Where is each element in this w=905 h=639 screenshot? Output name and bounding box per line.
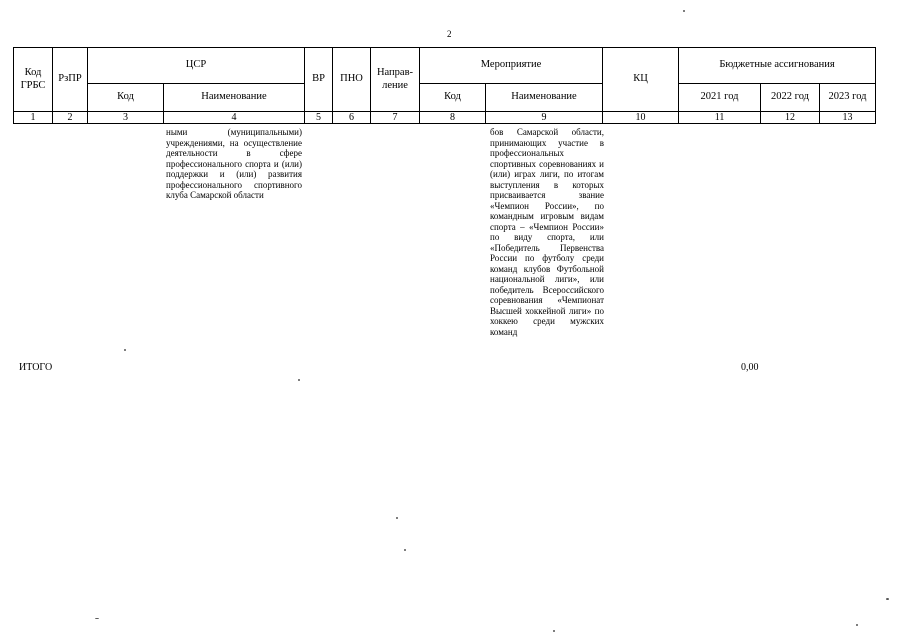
column-number: 8	[420, 112, 486, 124]
header-kc: КЦ	[603, 48, 679, 112]
scan-speck	[95, 618, 99, 619]
column-number: 10	[603, 112, 679, 124]
header-year-2023: 2023 год	[820, 84, 876, 112]
header-rzpr: РзПР	[53, 48, 88, 112]
scan-speck	[404, 549, 406, 551]
header-csr-kod: Код	[88, 84, 164, 112]
column-number: 4	[164, 112, 305, 124]
column-number: 11	[679, 112, 761, 124]
column-number-row	[14, 112, 876, 124]
header-csr-name: Наименование	[164, 84, 305, 112]
scan-speck	[396, 517, 398, 519]
column-number: 9	[486, 112, 603, 124]
column-number: 12	[761, 112, 820, 124]
budget-table	[13, 47, 876, 124]
column-number: 2	[53, 112, 88, 124]
header-napravlenie: Направ-ление	[371, 48, 420, 112]
scan-speck	[298, 379, 300, 381]
column-number: 3	[88, 112, 164, 124]
scan-speck	[886, 598, 889, 600]
scan-speck	[124, 349, 126, 351]
header-mer-kod: Код	[420, 84, 486, 112]
column-number: 7	[371, 112, 420, 124]
total-label: ИТОГО	[19, 362, 53, 373]
header-csr: ЦСР	[88, 48, 305, 84]
header-year-2022: 2022 год	[761, 84, 820, 112]
scan-speck	[856, 624, 858, 626]
column-number: 13	[820, 112, 876, 124]
header-year-2021: 2021 год	[679, 84, 761, 112]
header-mer-name: Наименование	[486, 84, 603, 112]
meropriyatie-name-text: бов Самарской области, принимающих участие в профессиональных спортивных соревнованиях и (или) играх лиги, по итогам выступления в которых присваивается звание «Чемпион России», по командным игровым видам спорта – «Чемпион России» по виду спорта, или «Победитель Первенства России по футболу среди команд клубов Футбольной национальной лиги», или победитель Всероссийского соревнования «Чемпионат Высшей хоккейной лиги» по хоккею среди мужских команд	[490, 127, 604, 337]
page-number: 2	[447, 29, 452, 39]
header-budget: Бюджетные ассигнования	[679, 48, 876, 84]
header-pno: ПНО	[333, 48, 371, 112]
scan-speck	[553, 630, 555, 632]
header-meropriyatie: Мероприятие	[420, 48, 603, 84]
column-number: 6	[333, 112, 371, 124]
csr-name-text: ными (муниципальными) учреждениями, на осуществление деятельности в сфере профессионального спорта и (или) поддержки и (или) развития профессионального спортивного клуба Самарской области	[166, 127, 302, 200]
scan-speck	[683, 10, 685, 12]
column-number: 1	[14, 112, 53, 124]
header-vr: ВР	[305, 48, 333, 112]
header-kod-grbs: Код ГРБС	[14, 48, 53, 112]
total-value-2021: 0,00	[741, 362, 759, 373]
column-number: 5	[305, 112, 333, 124]
